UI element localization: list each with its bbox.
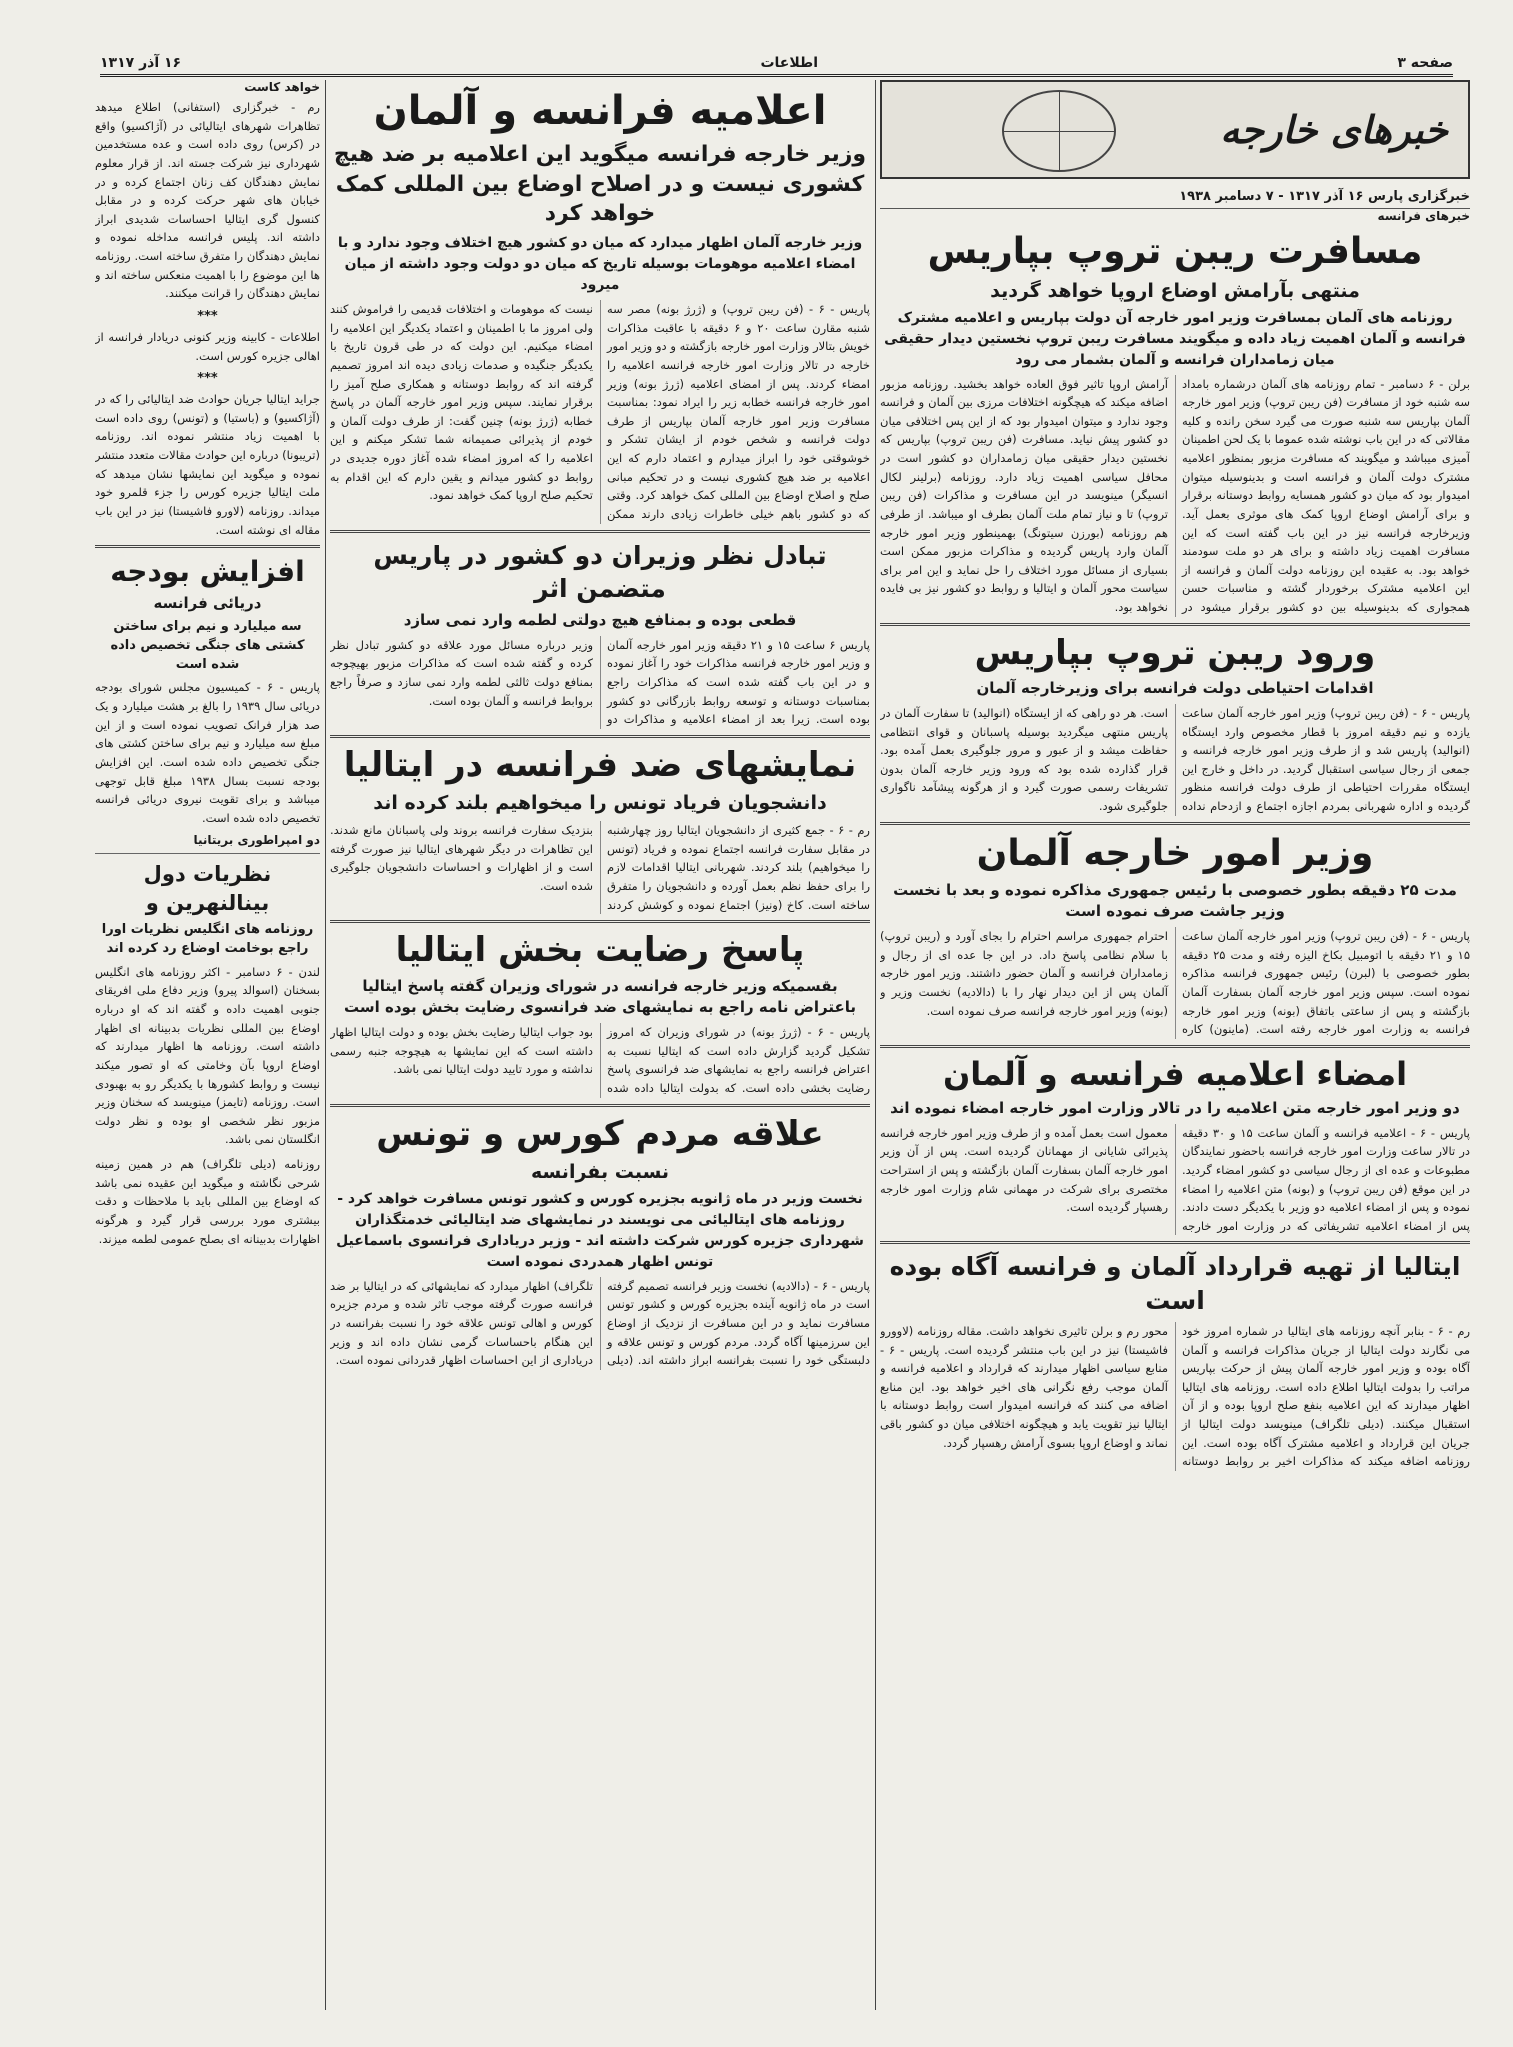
- article-declaration: [330, 86, 870, 524]
- masthead-name: اطلاعات: [760, 55, 818, 71]
- section-stars: ***: [197, 308, 218, 324]
- article-exchange-views: [330, 539, 870, 729]
- middle-column: [330, 80, 870, 2010]
- article-body: رم - ۶ - جمع کثیری از دانشجویان ایتالیا روز چهارشنبه در مقابل سفارت فرانسه اجتماع نموده و فریاد (تونس را میخواهیم) بلند کردند. شهربانی ایتالیا اقدامات لازم را برای حفظ نظم بعمل آورده و دانشجویان را متفرق ساخته است. کاخ (ونیز) اجتماع نموده و کوشش کردند بنزدیک سفارت فرانسه بروند ولی پاسبانان مانع شدند. این تظاهرات در دیگر شهرهای ایتالیا نیز صورت گرفته است و از اظهارات و احساسات دانشجویان جلوگیری شده است.: [330, 823, 870, 912]
- divider: [880, 623, 1470, 626]
- headline: پاسخ رضایت بخش ایتالیا: [395, 930, 805, 971]
- page-number: صفحه ۳: [1397, 55, 1453, 71]
- article-arrival: [880, 632, 1470, 816]
- continued-kicker: خواهد کاست: [244, 80, 320, 94]
- foreign-news-banner: [880, 80, 1470, 179]
- subheadline: دریائی فرانسه: [153, 594, 262, 613]
- article-body: پاریس - ۶ - (ژرژ بونه) در شورای وزیران که امروز تشکیل گردید گزارش داده است که ایتالیا نسبت به اعتراض فرانسه راجع به نمایشهای ضد فرانسوی پاسخ رضایت بخشی داده است. که بدولت ایتالیا داده شده بود جواب ایتالیا رضایت بخش بوده و دولت ایتالیا اظهار داشته است که این نمایشها به هیچوجه جنبه رسمی نداشته و مورد تایید دولت ایتالیا نمی باشد.: [330, 1025, 870, 1096]
- subheadline: بقسمیکه وزیر خارجه فرانسه در شورای وزیران گفته پاسخ ایتالیا باعتراض نامه راجع به نمایشهای ضد فرانسوی رضایت بخش بوده است: [344, 976, 856, 1017]
- page-header: [100, 52, 1453, 77]
- divider: [330, 920, 870, 923]
- article-body: پاریس - ۶ - (فن ریبن تروپ) وزیر امور خارجه آلمان ساعت یازده و نیم دقیقه امروز با قطار مخصوص وارد ایستگاه (انوالید) پاریس شد و از طرف وزیر امور خارجه فرانسه و جمعی از رجال سیاسی استقبال گردید. در داخل و خارج این ایستگاه مقررات احتیاطی از طرف دولت فرانسه منظور گردیده و اداره شهربانی بمردم اجازه اجتماع و ازدحام نداده است. هر دو راهی که از ایستگاه (انوالید) تا سفارت آلمان در پاریس منتهی میگردید بوسیله پاسبانان و قوای انتظامی حفاظت میشد و از عبور و مرور جلوگیری بعمل آمده بود. قرار گذارده شده بود که ورود وزیر خارجه آلمان بدون تشریفات رسمی صورت گیرد و از هرگونه پیشآمد ناگواری جلوگیری شود.: [880, 705, 1470, 814]
- subheadline: مدت ۲۵ دقیقه بطور خصوصی با رئیس جمهوری مذاکره نموده و بعد با نخست وزیر جاشت صرف نموده است: [893, 880, 1457, 921]
- article-corsica-tunisia: [330, 1113, 870, 1370]
- article-body: رم - خبرگزاری (استفانی) اطلاع میدهد تظاهرات شهرهای ایتالیائی در (آژاکسیو) واقع در (کرس) روی داده است و عده مستخدمین شهرداری نیز شرکت جسته اند. از قرار معلوم نمایش دهندگان کف زنان اجتماع کرده و در خیابان های شهر حرکت کرده و در مقابل کنسول گری ایتالیا احساسات شدیدی ابراز داشته اند. پلیس فرانسه مداخله نموده و نمایش دهندگان را متفرق ساخته است. روزنامه ها این موضوع را با اهمیت منعکس ساخته اند و نمایش دهندگان را قرانت میکنند.: [95, 100, 320, 301]
- divider: [95, 545, 320, 548]
- subheadline: نسبت بفرانسه: [530, 1161, 670, 1184]
- article-body: روزنامه (دیلی تلگراف) هم در همین زمینه شرحی نگاشته و میگوید این عقیده نمی باشد که اوضاع بین المللی باید با ملاحظات و دقت بیشتری مورد بررسی قرار گیرد و هرگونه اظهارات بدبینانه ای بصلح عمومی لطمه میزند.: [95, 1157, 320, 1246]
- article-italy-protests: [330, 744, 870, 914]
- headline: افزایش بودجه: [110, 555, 305, 589]
- divider: [330, 530, 870, 533]
- article-italy-response: [330, 929, 870, 1098]
- subheadline: روزنامه های انگلیس نظریات اورا راجع بوخامت اوضاع رد کرده اند: [101, 922, 314, 956]
- article-body: پاریس - ۶ - اعلامیه فرانسه و آلمان ساعت ۱۵ و ۳۰ دقیقه در تالار ساعت وزارت امور خارجه فرانسه باحضور نمایندگان مطبوعات و عده ای از رجال سیاسی دو کشور امضاء گردید. در این موقع (فن ریبن تروپ) و (بونه) متن اعلامیه را امضاء نموده و پس از امضاء اعلامیه دو وزیر با یکدیگر دست دادند. پس از امضاء اعلامیه تشریفاتی که در وزارت امور خارجه معمول است بعمل آمده و از طرف وزیر امور خارجه فرانسه پذیرائی شایانی از مهمانان گردیده است. پس از آن وزیر امور خارجه آلمان بسفارت آلمان بازگشته و پس از استراحت مختصری برای شرکت در مهمانی شام وزارت امور خارجه رهسپار گردیده است.: [880, 1125, 1470, 1233]
- right-column: [880, 80, 1470, 2010]
- article-body: جراید ایتالیا جریان حوادث ضد ایتالیائی را که در (آژاکسیو) و (باستیا) و (تونس) روی داده است با اهمیت زیاد منتشر نموده اند. روزنامه (تریبونا) درباره این حوادث مقالات متعدد منتشر نموده و میگوید این نمایشها نشان میدهد که ملت ایتالیا جزیره کورس را جزء قلمرو خود میداند. روزنامه (لاورو فاشیستا) نیز در این باب مقاله ای نوشته است.: [95, 392, 320, 537]
- headline: وزیر امور خارجه آلمان: [976, 832, 1374, 874]
- divider: [330, 735, 870, 738]
- article-german-minister: [880, 831, 1470, 1039]
- section-kicker: دو امپراطوری بریتانیا: [193, 833, 320, 848]
- column-rule: [325, 80, 326, 2010]
- lead: نخست وزیر در ماه ژانویه بجزیره کورس و کشور تونس مسافرت خواهد کرد - روزنامه های ایتالیائی می نویسند در نمایشهای ضد ایتالیائی خدمتگذاران شهرداری جزیره کورس شرکت داشته اند - وزیر دریاداری فرانسوی باسماعیل تونس اظهار همدردی نموده است: [336, 1190, 864, 1270]
- article-body: رم - ۶ - بنابر آنچه روزنامه های ایتالیا در شماره امروز خود می نگارند دولت ایتالیا از جریان مذاکرات فرانسه و آلمان آگاه بوده و وزیر امور خارجه آلمان پیش از حرکت بپاریس مراتب را بدولت ایتالیا اطلاع داده است. روزنامه های ایتالیا اظهار میدارند که این اعلامیه بنفع صلح اروپا بوده و از آن استقبال میکنند. (دیلی تلگراف) مینویسد دولت ایتالیا از جریان این قرارداد و اعلامیه مشترک آگاه بوده است. این روزنامه اضافه میکند که مذاکرات اخیر بر روابط دوستانه محور رم و برلن تاثیری نخواهد داشت. مقاله روزنامه (لاوورو فاشیستا) نیز در این باب منتشر گردیده است. پاریس - ۶ - منابع سیاسی اظهار میدارند که قرارداد و اعلامیه فرانسه و آلمان موجب رفع نگرانی های اخیر خواهد بود. این منابع اضافه می کنند که فرانسه امیدوار است روابط دوستانه با ایتالیا نیز تقویت یابد و هیچگونه اختلافی میان دو کشور باقی نماند و اوضاع اروپا بسوی آرامش رهسپار گردد.: [880, 1323, 1470, 1469]
- globe-icon: [1002, 90, 1116, 172]
- headline: ورود ریبن تروپ بپاریس: [974, 632, 1376, 673]
- section-kicker: خبرهای فرانسه: [1377, 209, 1470, 223]
- divider: [95, 853, 320, 854]
- divider: [330, 1104, 870, 1107]
- lead: سه میلیارد و نیم برای ساختن کشتی های جنگی تخصیص داده شده است: [110, 618, 305, 672]
- article-pirow-views: [95, 860, 320, 1248]
- article-naval-budget: [95, 554, 320, 847]
- article-body: برلن - ۶ دسامبر - تمام روزنامه های آلمان درشماره بامداد سه شنبه خود از مسافرت (فن ریبن تروپ) وزیر امور خارجه آلمان بپاریس سه شنبه صورت می گیرد سخن رانده و کلیه مقالاتی که در این باب نوشته شده عموما با یک لحن اطمینان آمیزی میباشد و میگویند که مسافرت مزبور بمنظور اعلامیه مشترک دولت آلمان و فرانسه است و بدینوسیله میتوان امیدوار بود که میان دو کشور همسایه روابط دوستانه برقرار و برای آرامش اوضاع اروپا کمک های موثری بعمل آید. وزیرخارجه فرانسه نیز در این باب گفته است که این مسافرت اهمیت زیاد داشته و برای هر دو ملت سودمند خواهد بود. به عقیده این روزنامه دولت آلمان و فرانسه از این اعلامیه مشترک برخوردار گشته و مناسبات حسن همجواری که بدینوسیله بین دو کشور برقرار میشود در آرامش اروپا تاثیر فوق العاده خواهد بخشید. روزنامه مزبور اضافه میکند که هیچگونه اختلافات مرزی بین آلمان و فرانسه وجود ندارد و میتوان امیدوار بود که از این پس اختلافی میان دو کشور پیش نیاید. مسافرت (فن ریبن تروپ) بپاریس که نخستین دیدار حقیقی میان زمامداران دو کشور است در محافل سیاسی اهمیت زیاد دارد. روزنامه (برلینر لکال انسیگر) مینویسد در این مسافرت و مذاکرات (فن ریبن تروپ) تا و نیاز تمام ملت آلمان بطرف او میباشد. از طرفی هم روزنامه (بورزن سیتونگ) بهمینطور وزیر امور خارجه آلمان وارد پاریس گردیده و مذاکرات مزبور ممکن است بسیاری از مسائل مورد اختلاف را حل نماید و این امر برای سیاست محور آلمان و ایتالیا و روابط دو کشور نیز بی فایده نخواهد بود.: [880, 376, 1470, 615]
- article-body: پاریس - ۶ - (فن ریبن تروپ) وزیر امور خارجه آلمان ساعت ۱۵ و ۲۱ دقیقه با اتومبیل بکاخ الیزه رفته و مدت ۲۵ دقیقه بطور خصوصی با (لبرن) رئیس جمهوری فرانسه مذاکره نموده است. سپس وزیر امور خارجه آلمان بسفارت آلمان بازگشته و پس از ساعتی باتفاق (بونه) وزیر امور خارجه فرانسه به وزارت امور خارجه رفته است. (ماینون) کاره احترام جمهوری مراسم احترام را بجای آورد و (ریبن تروپ) با سلام نظامی پاسخ داد. در این جا عده ای از رجال و زمامداران فرانسه و آلمان حضور داشتند. وزیر امور خارجه آلمان پس از این دیدار نهار را با (دالادیه) نخست وزیر و (بونه) وزیر امور خارجه فرانسه صرف نموده است.: [880, 929, 1470, 1037]
- article-body: پاریس - ۶ - (دالادیه) نخست وزیر فرانسه تصمیم گرفته است در ماه ژانویه آینده بجزیره کورس و کشور تونس مسافرت نماید و در این مسافرت از نزدیک از اوضاع این سرزمینها آگاه گردد. مردم کورس و تونس علاقه و دلبستگی خود را نسبت بفرانسه ابراز داشته اند. (دیلی تلگراف) اظهار میدارد که نمایشهائی که در ایتالیا بر ضد فرانسه صورت گرفته موجب تاثر شده و مردم جزیره کورس و اهالی تونس علاقه خود را نسبت بفرانسه در این هنگام باحساسات گرمی نشان داده اند و وزیر دریاداری از این احساسات اظهار قدردانی نموده است.: [330, 1278, 870, 1368]
- headline: ایتالیا از تهیه قرارداد آلمان و فرانسه آگاه بوده است: [889, 1252, 1461, 1316]
- article-body: پاریس - ۶ - (فن ریبن تروپ) و (ژرژ بونه) مصر سه شنبه مقارن ساعت ۲۰ و ۶ دقیقه با عاقبت مذاکرات خویش بتالار وزارت امور خارجه بازگشته و دو وزیر امور خارجه در تالار وزارت امور خارجه فرانسه اعلامیه را امضاء کردند. پس از امضای اعلامیه (ژرژ بونه) وزیر امور خارجه فرانسه خطابه زیر را ایراد نمود: بمناسبت مسافرت وزیر امور خارجه آلمان بپاریس از طرف دولت فرانسه و شخص خودم از ایشان تشکر و خوشوقتی خود را ابراز میدارم و اعتماد دارم که این اعلامیه بر ضد هیچ کشوری نیست و در تحکیم مبانی صلح و اصلاح اوضاع بین المللی کمک خواهد کرد. وقتی که دو کشور باهم خیلی خاطرات زیادی دارند ممکن نیست که موهومات و اختلافات قدیمی را فراموش کنند ولی امروز ما با اطمینان و اعتماد یکدیگر این اعلامیه را امضاء میکنیم. این دولت که در طی قرون تاریخ با یکدیگر جنگیده و صدمات زیادی دیده اند امروز تصمیم گرفته اند که روابط دوستانه و همکاری صلح آمیز را برقرار نمایند. سپس وزیر امور خارجه آلمان در پاسخ خطابه (ژرژ بونه) چنین گفت: از طرف دولت آلمان و خودم از پذیرائی صمیمانه شما تشکر میکنم و این اعلامیه را که امروز امضاء شده آغاز دوره جدیدی در روابط دو کشور میدانم و یقین دارم که این اقدام به تحکیم صلح اروپا کمک خواهد نمود.: [330, 302, 870, 521]
- subheadline: منتهی بآرامش اوضاع اروپا خواهد گردید: [990, 280, 1360, 302]
- subheadline: وزیر خارجه فرانسه میگوید این اعلامیه بر ضد هیچ کشوری نیست و در اصلاح اوضاع بین المللی کمک خواهد کرد: [333, 142, 867, 227]
- article-ribbentrop-visit: [880, 229, 1470, 617]
- article-body: لندن - ۶ دسامبر - اکثر روزنامه های انگلیس بسخنان (اسوالد پیرو) وزیر دفاع ملی افریقای جنوبی اهمیت داده و گفته اند که او درباره اوضاع بین المللی نظریات بدبینانه ای اظهار داشته است. روزنامه ها اظهار میدارند که اوضاع اروپا بآن وخامتی که او تصور میکند نیست و روابط کشورها با یکدیگر رو به بهبودی است. روزنامه (تایمز) مینویسد که سخنان وزیر مزبور نظر شخصی او بوده و نظر دولت انگلستان نمی باشد.: [95, 964, 320, 1147]
- subheadline: قطعی بوده و بمنافع هیچ دولتی لطمه وارد نمی سازد: [403, 611, 797, 630]
- dateline: خبرگزاری پارس ۱۶ آذر ۱۳۱۷ - ۷ دسامبر ۱۹۳۸: [880, 185, 1470, 209]
- article-declaration-signing: [880, 1054, 1470, 1236]
- article-body: اطلاعات - کابینه وزیر کنونی دریادار فرانسه از اهالی جزیره کورس است.: [95, 329, 320, 363]
- article-body: پاریس - ۶ - کمیسیون مجلس شورای بودجه دریائی سال ۱۹۳۹ را بالغ بر هشت میلیارد و یک صد هزار فرانک تصویب نموده است و از این مبلغ سه میلیارد و نیم برای ساختن کشتی های جنگی تخصیص داده شده است. این افزایش بودجه نسبت بسال ۱۹۳۸ مبلغ قابل توجهی میباشد و برای تقویت نیروی دریائی فرانسه تخصیص داده شده است.: [95, 680, 320, 825]
- headline: امضاء اعلامیه فرانسه و آلمان: [942, 1054, 1408, 1093]
- divider: [880, 1045, 1470, 1048]
- headline: تبادل نظر وزیران دو کشور در پاریس متضمن اثر: [373, 540, 827, 604]
- issue-date: ۱۶ آذر ۱۳۱۷: [100, 55, 182, 71]
- headline: نظریات دول بینالنهرین و: [143, 862, 272, 915]
- divider: [880, 822, 1470, 825]
- headline: اعلامیه فرانسه و آلمان: [373, 88, 827, 134]
- headline: مسافرت ریبن تروپ بپاریس: [927, 231, 1423, 272]
- subheadline: دو وزیر امور خارجه متن اعلامیه را در تالار وزارت امور خارجه امضاء نموده اند: [890, 1098, 1460, 1117]
- subheadline: اقدامات احتیاطی دولت فرانسه برای وزیرخارجه آلمان: [976, 679, 1374, 698]
- article-body: پاریس ۶ ساعت ۱۵ و ۲۱ دقیقه وزیر امور خارجه آلمان و وزیر امور خارجه فرانسه مذاکرات خود را آغاز نموده و در این باب گفته شده است که مذاکرات راجع بمناسبات دوستانه و توسعه روابط بازرگانی دو کشور بوده است. زیرا بعد از امضاء اعلامیه و مذاکرات دو وزیر درباره مسائل مورد علاقه دو کشور تبادل نظر کرده و گفته شده است که مذاکرات مزبور بهیچوجه بمنافع دولت ثالثی لطمه وارد نمی سازد و صرفاً راجع بروابط فرانسه و آلمان بوده است.: [330, 637, 870, 727]
- lead: روزنامه های آلمان بمسافرت وزیر امور خارجه آن دولت بپاریس و اعلامیه مشترک فرانسه و آلمان اهمیت زیاد داده و میگویند مسافرت ریبن تروپ نخستین دیدار حقیقی میان زمامداران فرانسه و آلمان بشمار می رود: [884, 309, 1466, 368]
- divider: [880, 1241, 1470, 1244]
- column-rule: [875, 80, 876, 2010]
- headline: علاقه مردم کورس و تونس: [376, 1113, 824, 1154]
- subheadline: دانشجویان فریاد تونس را میخواهیم بلند کرده اند: [373, 792, 827, 815]
- headline: نمایشهای ضد فرانسه در ایتالیا: [343, 744, 857, 785]
- banner-title: خبرهای خارجه: [1220, 107, 1448, 152]
- lead: وزیر خارجه آلمان اظهار میدارد که میان دو کشور هیچ اختلاف وجود ندارد و با امضاء اعلامیه موهومات بوسیله تاریخ که میان دو دولت وجود داشته از میان میرود: [337, 235, 863, 294]
- left-column: [95, 80, 320, 2010]
- section-stars: ***: [197, 371, 218, 387]
- article-italy-aware: [880, 1250, 1470, 1471]
